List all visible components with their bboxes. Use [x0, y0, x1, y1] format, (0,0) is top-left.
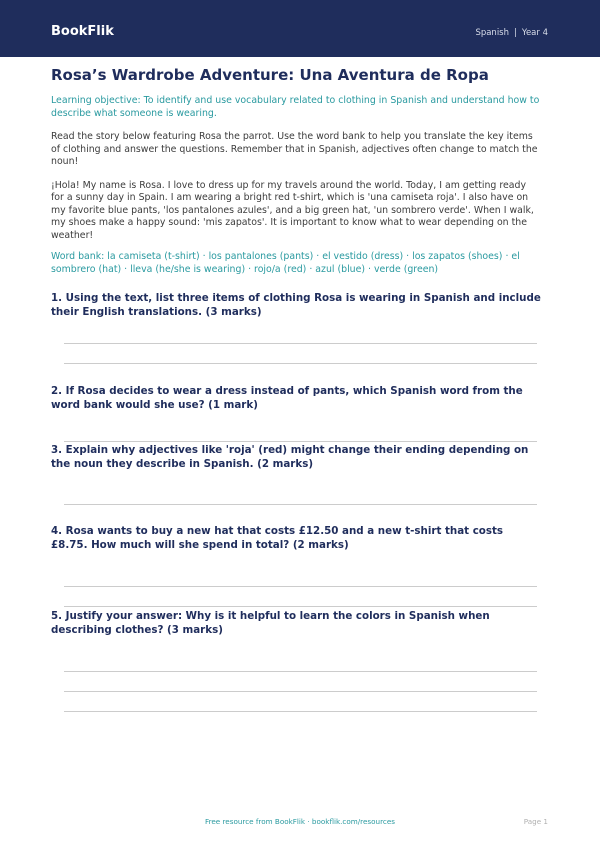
answer-line[interactable] [64, 606, 537, 607]
page-footer [0, 817, 600, 829]
subject-label: Spanish [475, 28, 510, 38]
answer-lines-5 [64, 671, 537, 712]
answer-lines-1 [64, 343, 537, 364]
page-number: Page 1 [523, 817, 548, 826]
answer-lines-4 [64, 586, 537, 607]
instructions-text: Read the story below featuring Rosa the parrot. Use the word bank to help you translate the key items of clothing and answer the questions. Remember that in Spanish, adjectives often change to match the noun! [51, 131, 538, 167]
question-4: 4. Rosa wants to buy a new hat that costs £12.50 and a new t-shirt that costs £8.75. How much will she spend in total? (2 marks) [51, 525, 504, 551]
worksheet-body [51, 66, 541, 712]
answer-line[interactable] [64, 441, 537, 442]
answer-line[interactable] [64, 586, 537, 587]
answer-line[interactable] [64, 691, 537, 692]
answer-line[interactable] [64, 504, 537, 505]
question-2: 2. If Rosa decides to wear a dress instead of pants, which Spanish word from the word bank would she use? (1 mark) [51, 385, 523, 411]
answer-line[interactable] [64, 711, 537, 712]
subject-year-label [475, 28, 548, 39]
answer-lines-3 [64, 504, 537, 505]
page-title: Rosa’s Wardrobe Adventure: Una Aventura de Ropa [51, 66, 489, 84]
page-header [0, 0, 600, 57]
answer-line[interactable] [64, 671, 537, 672]
answer-line[interactable] [64, 363, 537, 364]
answer-lines-2 [64, 441, 537, 442]
meta-separator: | [514, 28, 517, 38]
learning-objective: Learning objective: To identify and use vocabulary related to clothing in Spanish and understand how to describe what someone is wearing. [51, 95, 540, 119]
year-label: Year 4 [521, 28, 548, 38]
story-text: ¡Hola! My name is Rosa. I love to dress up for my travels around the world. Today, I am getting ready for a sunny day in Spain. I am wearing a bright red t-shirt, which is 'una camiseta roja'. I also have on my favorite blue pants, 'los pantalones azules', and a big green hat, 'un sombrero verde'. When I walk, my shoes make a happy sound: 'mis zapatos'. It is important to know what to wear depending on the weather! [51, 179, 534, 241]
footer-credit[interactable]: Free resource from BookFlik · bookflik.com/resources [204, 817, 396, 826]
answer-line[interactable] [64, 343, 537, 344]
question-1: 1. Using the text, list three items of clothing Rosa is wearing in Spanish and include their English translations. (3 marks) [51, 292, 541, 318]
brand-logo-text[interactable]: BookFlik [51, 24, 114, 39]
question-5: 5. Justify your answer: Why is it helpful to learn the colors in Spanish when describing clothes? (3 marks) [51, 610, 490, 636]
word-bank: Word bank: la camiseta (t-shirt) · los pantalones (pants) · el vestido (dress) · los zapatos (shoes) · el sombrero (hat) · lleva (he/she is wearing) · rojo/a (red) · azul (blue) · verde (green) [51, 251, 520, 275]
question-3: 3. Explain why adjectives like 'roja' (red) might change their ending depending on the noun they describe in Spanish. (2 marks) [51, 444, 529, 470]
